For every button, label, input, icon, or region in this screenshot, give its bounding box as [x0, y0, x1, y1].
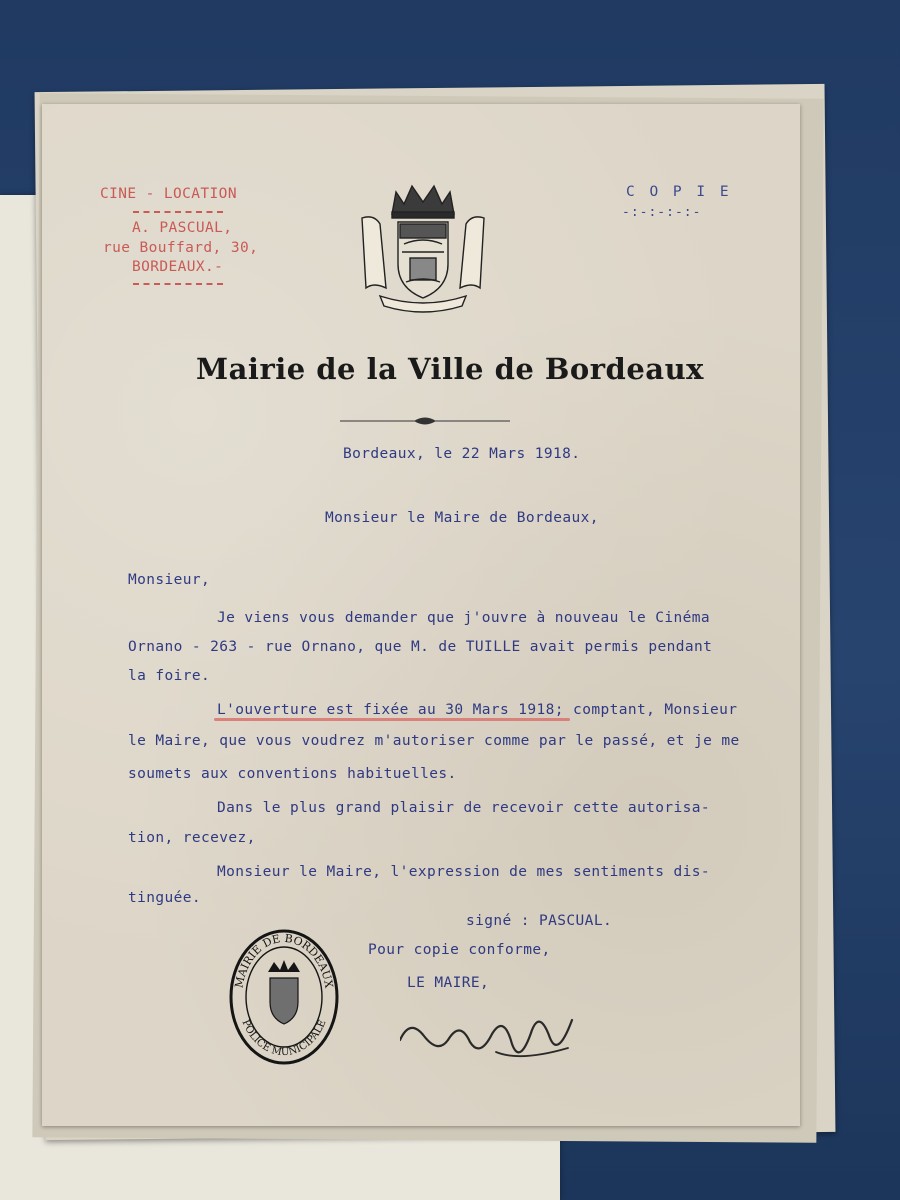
police-stamp-icon — [228, 928, 340, 1066]
copy-rule: -:-:-:-:- — [622, 205, 702, 220]
company-divider — [133, 283, 223, 285]
stamp-top-text: MAIRIE DE BORDEAUX — [232, 931, 336, 990]
stamp-bottom-text: POLICE MUNICIPALE — [239, 1018, 329, 1059]
company-street: rue Bouffard, 30, — [103, 240, 259, 256]
copy-label: C O P I E — [626, 184, 732, 200]
body-line: le Maire, que vous voudrez m'autoriser comme par le passé, et je me — [128, 733, 740, 749]
company-name: CINE - LOCATION — [100, 186, 237, 202]
signed-line: signé : PASCUAL. — [466, 913, 613, 929]
letterhead-title: Mairie de la Ville de Bordeaux — [196, 352, 704, 386]
salutation: Monsieur, — [128, 572, 211, 588]
company-divider — [133, 211, 223, 213]
body-line: tion, recevez, — [128, 830, 256, 846]
body-line: Je viens vous demander que j'ouvre à nouveau le Cinéma — [217, 610, 711, 626]
red-underline — [214, 718, 570, 721]
body-line: la foire. — [128, 668, 211, 684]
mayor-line: LE MAIRE, — [407, 975, 490, 991]
body-line: tinguée. — [128, 890, 202, 906]
mayor-signature — [400, 1000, 580, 1072]
coat-of-arms-icon — [352, 178, 494, 318]
body-line: Dans le plus grand plaisir de recevoir cette autorisa- — [217, 800, 711, 816]
body-line: soumets aux conventions habituelles. — [128, 766, 457, 782]
certified-line: Pour copie conforme, — [368, 942, 551, 958]
company-person: A. PASCUAL, — [132, 220, 233, 236]
title-flourish — [340, 414, 510, 428]
addressee: Monsieur le Maire de Bordeaux, — [325, 510, 599, 526]
company-city: BORDEAUX.- — [132, 259, 224, 275]
date-line: Bordeaux, le 22 Mars 1918. — [343, 446, 581, 462]
body-line: Monsieur le Maire, l'expression de mes sentiments dis- — [217, 864, 711, 880]
body-line: L'ouverture est fixée au 30 Mars 1918; comptant, Monsieur — [217, 702, 738, 718]
body-line: Ornano - 263 - rue Ornano, que M. de TUILLE avait permis pendant — [128, 639, 713, 655]
